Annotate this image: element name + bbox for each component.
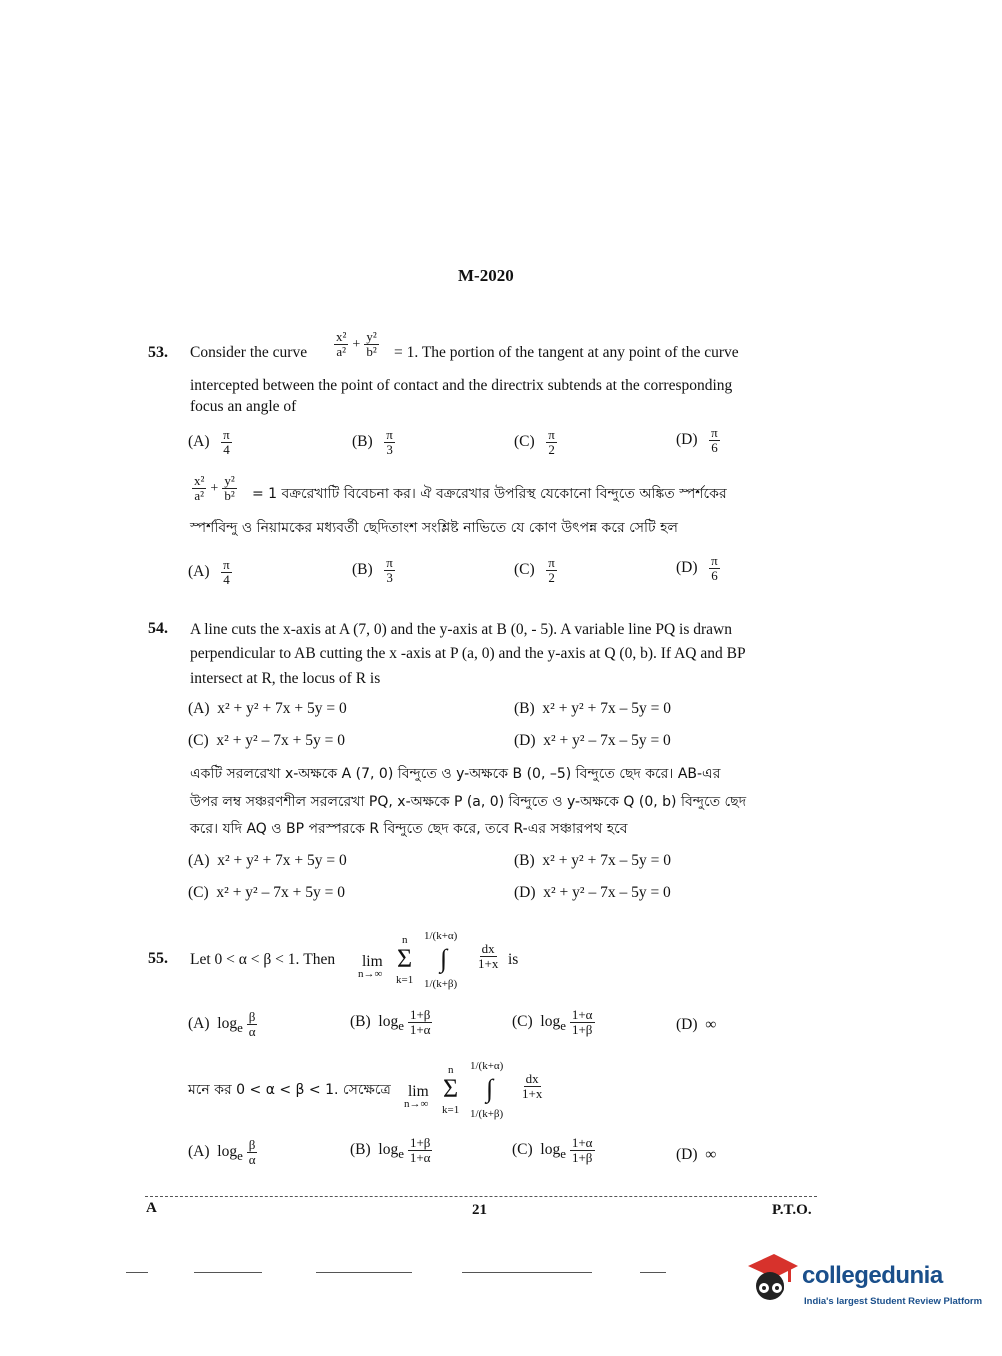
q54-option-a: (A) x² + y² + 7x + 5y = 0 <box>188 700 347 717</box>
scan-mark <box>640 1272 666 1273</box>
q55-expression: lim n→∞ n Σ k=1 1/(k+α) ∫ 1/(k+β) $\frac{dx}{1+x}$ is <box>358 930 519 990</box>
scan-mark <box>194 1272 262 1273</box>
q53-line3: focus an angle of <box>190 398 297 415</box>
q54-bn-line3: করে। যদি AQ ও BP পরস্পরকে R বিন্দুতে ছেদ করে, তবে R-এর সঞ্চারপথ হবে <box>190 821 628 837</box>
q53-option-b: (B) $\frac{\pi}{3}$ <box>352 427 393 457</box>
q53-bn-option-a: (A) $\frac{\pi}{4}$ <box>188 557 230 587</box>
q53-line2: intercepted between the point of contact and the directrix subtends at the corresponding <box>190 377 733 394</box>
q53-eq-line: = 1. The portion of the tangent at any point of the curve <box>394 344 739 361</box>
footer-section: A <box>146 1200 157 1216</box>
footer-divider <box>145 1196 817 1197</box>
q54-option-b: (B) x² + y² + 7x – 5y = 0 <box>514 700 671 717</box>
q55-number: 55. <box>148 950 168 967</box>
q55-option-c: (C) $\log_e$ $\frac{1+\alpha}{1+\beta}$ <box>512 1007 593 1037</box>
q55-bn-option-b: (B) $\log_e$ $\frac{1+\beta}{1+\alpha}$ <box>350 1135 431 1165</box>
q54-bn-option-d: (D) x² + y² – 7x – 5y = 0 <box>514 884 671 901</box>
q53-option-a: (A) $\frac{\pi}{4}$ <box>188 427 230 457</box>
q54-line3: intersect at R, the locus of R is <box>190 670 381 687</box>
q54-line1: A line cuts the x-axis at A (7, 0) and the y-axis at B (0, - 5). A variable line PQ is drawn <box>190 621 732 638</box>
q54-number: 54. <box>148 620 168 637</box>
q54-line2: perpendicular to AB cutting the x -axis at P (a, 0) and the y-axis at Q (0, b). If AQ and BP <box>190 645 746 662</box>
q55-bn-expression: lim n→∞ n Σ k=1 1/(k+α) ∫ 1/(k+β) $\frac{dx}{1+x}$ <box>404 1060 543 1120</box>
q55-bn-option-a: (A) $\log_e$ $\frac{\beta}{\alpha}$ <box>188 1137 256 1167</box>
q54-bn-option-a: (A) x² + y² + 7x + 5y = 0 <box>188 852 347 869</box>
q54-bn-option-c: (C) x² + y² – 7x + 5y = 0 <box>188 884 345 901</box>
q53-bn-option-d: (D) $\frac{\pi}{6}$ <box>676 553 718 583</box>
q55-intro: Let 0 < α < β < 1. Then <box>190 951 336 968</box>
collegedunia-mascot-icon <box>740 1248 800 1308</box>
q53-bn-option-c: (C) $\frac{\pi}{2}$ <box>514 555 555 585</box>
q55-option-d: (D) ∞ <box>676 1016 717 1033</box>
q54-option-d: (D) x² + y² – 7x – 5y = 0 <box>514 732 671 749</box>
q53-intro: Consider the curve <box>190 344 308 361</box>
q54-option-c: (C) x² + y² – 7x + 5y = 0 <box>188 732 345 749</box>
q53-number: 53. <box>148 344 168 361</box>
q53-bn-curve-eq: $\frac{\text{x²}}{\text{a²}}$ + $\frac{\text{y²}}{\text{b²}}$ <box>194 473 235 503</box>
watermark-brand: collegedunia <box>802 1262 943 1289</box>
q54-bn-line2: উপর লম্ব সঞ্চরণশীল সরলরেখা PQ, x-অক্ষকে P (a, 0) বিন্দুতে ও y-অক্ষকে Q (0, b) বিন্দুতে ছেদ <box>190 794 747 810</box>
page-number: 21 <box>472 1202 487 1218</box>
scan-mark <box>462 1272 592 1273</box>
q55-bn-intro: মনে কর 0 < α < β < 1. সেক্ষেত্রে <box>188 1082 391 1098</box>
q53-option-c: (C) $\frac{\pi}{2}$ <box>514 427 555 457</box>
q53-bn-option-b: (B) $\frac{\pi}{3}$ <box>352 555 393 585</box>
q54-bn-option-b: (B) x² + y² + 7x – 5y = 0 <box>514 852 671 869</box>
q53-bn-line1: = 1 বক্ররেখাটি বিবেচনা কর। ঐ বক্ররেখার উপরিস্থ যেকোনো বিন্দুতে অঙ্কিত স্পর্শকের <box>252 486 727 502</box>
scan-mark <box>126 1272 148 1273</box>
footer-pto: P.T.O. <box>772 1202 812 1218</box>
watermark-tagline: India's largest Student Review Platform <box>804 1296 983 1307</box>
q55-option-a: (A) $\log_e$ $\frac{\beta}{\alpha}$ <box>188 1009 256 1039</box>
q54-bn-line1: একটি সরলরেখা x-অক্ষকে A (7, 0) বিন্দুতে ও y-অক্ষকে B (0, –5) বিন্দুতে ছেদ করে। AB-এর <box>190 766 721 782</box>
q53-curve-eq: $\frac{\text{x²}}{\text{a²}}$ + $\frac{\text{y²}}{\text{b²}}$ <box>336 329 377 359</box>
q55-bn-option-c: (C) $\log_e$ $\frac{1+\alpha}{1+\beta}$ <box>512 1135 593 1165</box>
q55-bn-option-d: (D) ∞ <box>676 1146 717 1163</box>
q55-option-b: (B) $\log_e$ $\frac{1+\beta}{1+\alpha}$ <box>350 1007 431 1037</box>
q53-bn-line2: স্পর্শবিন্দু ও নিয়ামকের মধ্যবর্তী ছেদিতাংশ সংশ্লিষ্ট নাভিতে যে কোণ উৎপন্ন করে সেটি হল <box>190 520 678 536</box>
q53-option-d: (D) $\frac{\pi}{6}$ <box>676 425 718 455</box>
page-code: M-2020 <box>458 266 514 285</box>
scan-mark <box>316 1272 412 1273</box>
